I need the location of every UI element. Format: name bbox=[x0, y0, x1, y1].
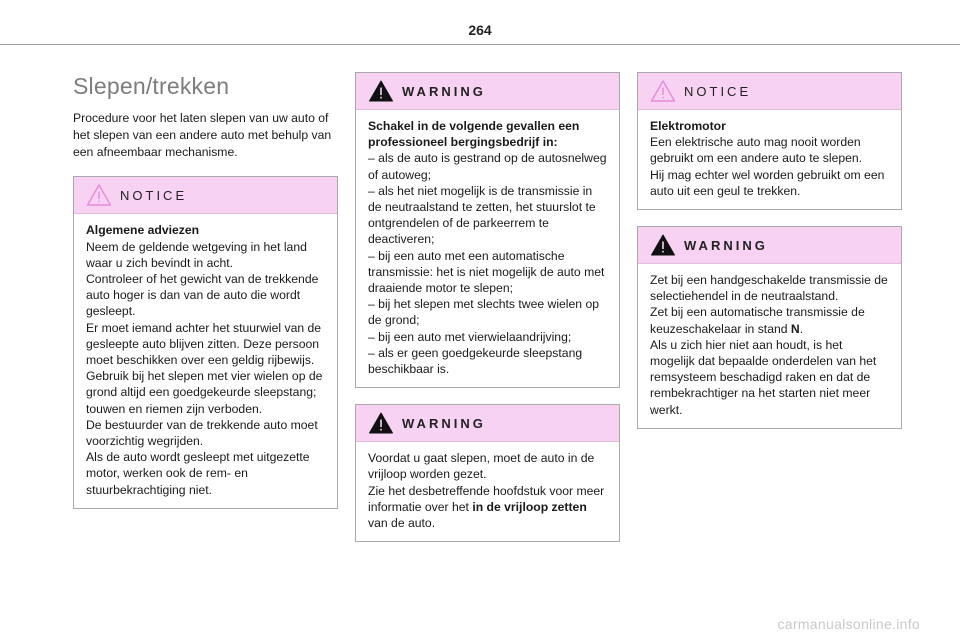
notice-body bbox=[74, 214, 337, 507]
notice-box-electric bbox=[637, 72, 902, 210]
warning-body bbox=[356, 110, 619, 387]
warning-triangle-filled-icon bbox=[368, 79, 394, 103]
notice-header bbox=[638, 73, 901, 110]
warning-list-item: – als de auto is gestrand op de autosnelweg of autoweg; bbox=[368, 151, 607, 182]
section-title: Slepen/trekken bbox=[73, 73, 230, 99]
notice-line: De bestuurder van de trekkende auto moet voorzichtig wegrijden. bbox=[86, 417, 318, 449]
notice-line: Als de auto wordt gesleept met uitgezette motor, werken ook de rem- en stuurbekrachtiging niet. bbox=[86, 450, 310, 497]
notice-label: NOTICE bbox=[120, 187, 188, 203]
notice-label: NOTICE bbox=[684, 83, 752, 99]
warning-list-item: – bij het slepen met slechts twee wielen op de grond; bbox=[368, 297, 600, 328]
top-divider bbox=[0, 44, 960, 45]
column-middle bbox=[355, 72, 620, 558]
warning-triangle-filled-icon bbox=[368, 411, 394, 435]
warning-triangle-filled-icon bbox=[650, 233, 676, 257]
notice-line: Een elektrische auto mag nooit worden gebruikt om een andere auto te slepen. bbox=[650, 135, 863, 166]
warning-line: Voordat u gaat slepen, moet de auto in de vrijloop worden gezet. bbox=[368, 451, 595, 482]
warning-heading: Schakel in de volgende gevallen een professioneel bergingsbedrijf in: bbox=[368, 119, 580, 150]
warning-header bbox=[356, 73, 619, 110]
warning-box-transmission bbox=[637, 226, 902, 429]
notice-header bbox=[74, 177, 337, 214]
notice-line: Gebruik bij het slepen met vier wielen op de grond altijd een goedgekeurde sleepstang; touwen en riemen zijn verboden. bbox=[86, 369, 323, 416]
notice-body bbox=[638, 110, 901, 209]
warning-text: Zet bij een automatische transmissie de keuzeschakelaar in stand bbox=[650, 305, 865, 336]
column-left bbox=[73, 70, 338, 525]
warning-list-item: – bij een auto met vierwielaandrijving; bbox=[368, 329, 572, 344]
warning-label: WARNING bbox=[402, 415, 486, 431]
warning-label: WARNING bbox=[684, 237, 768, 253]
warning-emphasis: N bbox=[790, 321, 800, 336]
section-intro: Procedure voor het laten slepen van uw auto of het slepen van een andere auto met behulp van een afneembaar mechanisme. bbox=[73, 111, 332, 159]
notice-line: Controleer of het gewicht van de trekkende auto hoger is dan van de auto die wordt gesleept. bbox=[86, 272, 319, 319]
warning-line bbox=[650, 304, 889, 336]
warning-box-freewheel bbox=[355, 404, 620, 542]
warning-triangle-outline-icon bbox=[650, 79, 676, 103]
warning-text: Zie het desbetreffende hoofdstuk voor meer informatie over het bbox=[368, 483, 605, 514]
warning-line: Zet bij een handgeschakelde transmissie de selectiehendel in de neutraalstand. bbox=[650, 273, 888, 304]
warning-header bbox=[638, 227, 901, 264]
warning-list-item: – als er geen goedgekeurde sleepstang beschikbaar is. bbox=[368, 345, 583, 377]
warning-line: Als u zich hier niet aan houdt, is het mogelijk dat bepaalde onderdelen van het remsysteem beschadigd raken en dat de rembekrachtiger na het starten niet meer werkt. bbox=[650, 337, 877, 417]
notice-line: Neem de geldende wetgeving in het land waar u zich bevindt in acht. bbox=[86, 239, 307, 270]
warning-list-item: – bij een auto met een automatische transmissie: het is niet mogelijk de auto met draaiende motor te slepen; bbox=[368, 248, 605, 296]
warning-label: WARNING bbox=[402, 83, 486, 99]
warning-list-item: – als het niet mogelijk is de transmissie in de neutraalstand te zetten, het stuurslot te ontgrendelen of de parkeerrem te deactiveren; bbox=[368, 183, 596, 247]
warning-text: van de auto. bbox=[368, 516, 436, 531]
notice-heading: Algemene adviezen bbox=[86, 223, 200, 238]
notice-line: Er moet iemand achter het stuurwiel van de gesleepte auto blijven zitten. Deze persoon moet beschikken over een geldig rijbewijs. bbox=[86, 320, 322, 368]
notice-box-general bbox=[73, 176, 338, 508]
warning-header bbox=[356, 405, 619, 442]
footer-watermark: carmanualsonline.info bbox=[777, 616, 920, 632]
warning-body bbox=[356, 442, 619, 541]
notice-heading: Elektromotor bbox=[650, 119, 726, 133]
warning-body bbox=[638, 264, 901, 428]
warning-text: . bbox=[799, 321, 804, 336]
notice-line: Hij mag echter wel worden gebruikt om een auto uit een geul te trekken. bbox=[650, 167, 885, 198]
page-number: 264 bbox=[468, 22, 492, 38]
warning-triangle-outline-icon bbox=[86, 183, 112, 207]
warning-line bbox=[368, 483, 607, 532]
column-right bbox=[637, 72, 902, 445]
warning-emphasis: in de vrijloop zetten bbox=[472, 499, 587, 514]
warning-box-professional bbox=[355, 72, 620, 388]
